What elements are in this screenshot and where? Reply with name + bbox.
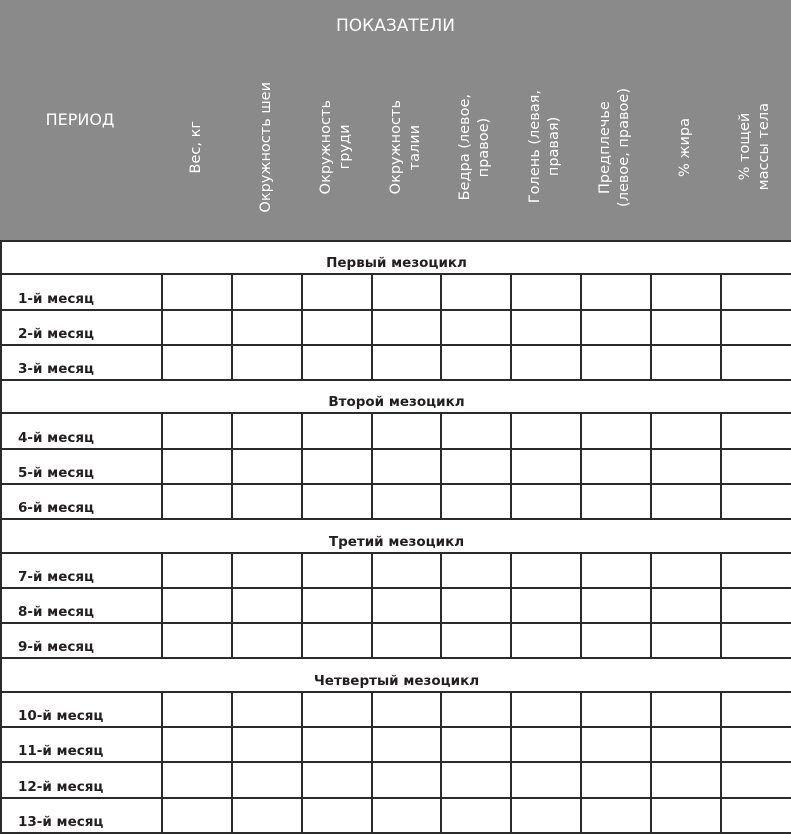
measurement-grid [0,240,791,834]
entry-cell[interactable] [162,274,232,309]
entry-cell[interactable] [651,413,721,448]
entry-cell[interactable] [302,588,372,623]
entry-cell[interactable] [721,623,791,658]
column-header-weight: Вес, кг [187,120,204,174]
entry-cell[interactable] [581,692,651,727]
entry-cell[interactable] [511,762,581,797]
entry-cell[interactable] [651,274,721,309]
entry-cell[interactable] [651,449,721,484]
period-label: 3-й месяц [1,345,162,380]
entry-cell[interactable] [441,727,511,762]
entry-cell[interactable] [511,413,581,448]
table-row [1,727,791,762]
entry-cell[interactable] [651,588,721,623]
entry-cell[interactable] [232,413,302,448]
entry-cell[interactable] [162,345,232,380]
entry-cell[interactable] [232,762,302,797]
section-row [1,658,791,691]
entry-cell[interactable] [441,484,511,519]
entry-cell[interactable] [721,345,791,380]
entry-cell[interactable] [721,588,791,623]
entry-cell[interactable] [302,692,372,727]
entry-cell[interactable] [581,588,651,623]
entry-cell[interactable] [651,484,721,519]
entry-cell[interactable] [721,484,791,519]
entry-cell[interactable] [232,727,302,762]
entry-cell[interactable] [302,413,372,448]
entry-cell[interactable] [721,310,791,345]
entry-cell[interactable] [162,798,232,833]
entry-cell[interactable] [511,310,581,345]
entry-cell[interactable] [581,413,651,448]
entry-cell[interactable] [581,623,651,658]
entry-cell[interactable] [302,484,372,519]
entry-cell[interactable] [372,413,441,448]
entry-cell[interactable] [651,553,721,588]
entry-cell[interactable] [302,727,372,762]
section-row [1,241,791,274]
column-header-lean-mass: % тощей массы тела [737,103,772,191]
section-title: Третий мезоцикл [1,519,791,552]
entry-cell[interactable] [511,798,581,833]
period-label: 1-й месяц [1,274,162,309]
entry-cell[interactable] [651,762,721,797]
column-header-thigh: Бедра (левое, правое) [457,93,492,201]
column-header-fat: % жира [676,117,693,177]
period-label: 6-й месяц [1,484,162,519]
entry-cell[interactable] [372,692,441,727]
table-row [1,762,791,797]
entry-cell[interactable] [441,274,511,309]
period-label: 4-й месяц [1,413,162,448]
entry-cell[interactable] [511,484,581,519]
entry-cell[interactable] [372,345,441,380]
entry-cell[interactable] [372,798,441,833]
entry-cell[interactable] [302,310,372,345]
entry-cell[interactable] [441,413,511,448]
table-row [1,588,791,623]
entry-cell[interactable] [441,345,511,380]
column-header-forearm: Предплечье (левое, правое) [597,87,632,207]
entry-cell[interactable] [372,588,441,623]
period-label: 11-й месяц [1,727,162,762]
entry-cell[interactable] [721,762,791,797]
header-title: ПОКАЗАТЕЛИ [335,16,456,36]
entry-cell[interactable] [162,553,232,588]
entry-cell[interactable] [372,762,441,797]
section-title: Первый мезоцикл [1,241,791,274]
entry-cell[interactable] [581,762,651,797]
entry-cell[interactable] [721,727,791,762]
entry-cell[interactable] [721,449,791,484]
entry-cell[interactable] [721,692,791,727]
entry-cell[interactable] [721,553,791,588]
entry-cell[interactable] [721,413,791,448]
entry-cell[interactable] [511,449,581,484]
column-header-chest: Окружность груди [318,99,353,195]
entry-cell[interactable] [162,727,232,762]
entry-cell[interactable] [581,727,651,762]
entry-cell[interactable] [581,484,651,519]
period-label: 9-й месяц [1,623,162,658]
period-label: 10-й месяц [1,692,162,727]
table-row [1,274,791,309]
entry-cell[interactable] [232,310,302,345]
entry-cell[interactable] [162,692,232,727]
entry-cell[interactable] [372,727,441,762]
section-row [1,519,791,552]
entry-cell[interactable] [581,449,651,484]
entry-cell[interactable] [302,345,372,380]
section-title: Второй мезоцикл [1,380,791,413]
entry-cell[interactable] [232,553,302,588]
entry-cell[interactable] [162,310,232,345]
entry-cell[interactable] [651,692,721,727]
entry-cell[interactable] [302,762,372,797]
entry-cell[interactable] [162,623,232,658]
entry-cell[interactable] [511,623,581,658]
entry-cell[interactable] [511,345,581,380]
entry-cell[interactable] [721,274,791,309]
period-label: 2-й месяц [1,310,162,345]
entry-cell[interactable] [441,310,511,345]
entry-cell[interactable] [441,692,511,727]
entry-cell[interactable] [651,345,721,380]
column-header-calf: Голень (левая, правая) [527,90,562,204]
table-row [1,553,791,588]
entry-cell[interactable] [441,449,511,484]
column-header-waist: Окружность талии [387,99,423,195]
table-row [1,623,791,658]
entry-cell[interactable] [302,553,372,588]
entry-cell[interactable] [441,762,511,797]
entry-cell[interactable] [232,588,302,623]
entry-cell[interactable] [372,274,441,309]
entry-cell[interactable] [721,798,791,833]
table-row [1,310,791,345]
entry-cell[interactable] [162,449,232,484]
entry-cell[interactable] [232,484,302,519]
period-label: 7-й месяц [1,553,162,588]
entry-cell[interactable] [232,692,302,727]
entry-cell[interactable] [511,727,581,762]
column-header-neck: Окружность шеи [257,81,274,213]
entry-cell[interactable] [372,484,441,519]
entry-cell[interactable] [162,413,232,448]
entry-cell[interactable] [581,274,651,309]
entry-cell[interactable] [441,588,511,623]
entry-cell[interactable] [232,449,302,484]
entry-cell[interactable] [302,623,372,658]
entry-cell[interactable] [511,588,581,623]
table-row [1,798,791,833]
entry-cell[interactable] [372,623,441,658]
period-label: 5-й месяц [1,449,162,484]
entry-cell[interactable] [372,310,441,345]
entry-cell[interactable] [441,623,511,658]
table-row [1,345,791,380]
entry-cell[interactable] [511,553,581,588]
entry-cell[interactable] [162,762,232,797]
entry-cell[interactable] [581,798,651,833]
table-row [1,484,791,519]
entry-cell[interactable] [581,310,651,345]
entry-cell[interactable] [372,449,441,484]
entry-cell[interactable] [162,484,232,519]
table-row [1,449,791,484]
entry-cell[interactable] [441,798,511,833]
entry-cell[interactable] [302,449,372,484]
period-label: 8-й месяц [1,588,162,623]
period-column-header: ПЕРИОД [45,110,115,129]
entry-cell[interactable] [372,553,441,588]
period-label: 13-й месяц [1,798,162,833]
table-row [1,692,791,727]
entry-cell[interactable] [302,274,372,309]
table-header [0,0,791,240]
entry-cell[interactable] [232,274,302,309]
entry-cell[interactable] [441,553,511,588]
entry-cell[interactable] [162,588,232,623]
entry-cell[interactable] [302,798,372,833]
entry-cell[interactable] [651,798,721,833]
entry-cell[interactable] [581,553,651,588]
entry-cell[interactable] [581,345,651,380]
entry-cell[interactable] [232,798,302,833]
entry-cell[interactable] [511,274,581,309]
section-title: Четвертый мезоцикл [1,658,791,691]
entry-cell[interactable] [651,727,721,762]
table-row [1,413,791,448]
period-label: 12-й месяц [1,762,162,797]
entry-cell[interactable] [232,623,302,658]
section-row [1,380,791,413]
entry-cell[interactable] [511,692,581,727]
entry-cell[interactable] [232,345,302,380]
entry-cell[interactable] [651,310,721,345]
entry-cell[interactable] [651,623,721,658]
